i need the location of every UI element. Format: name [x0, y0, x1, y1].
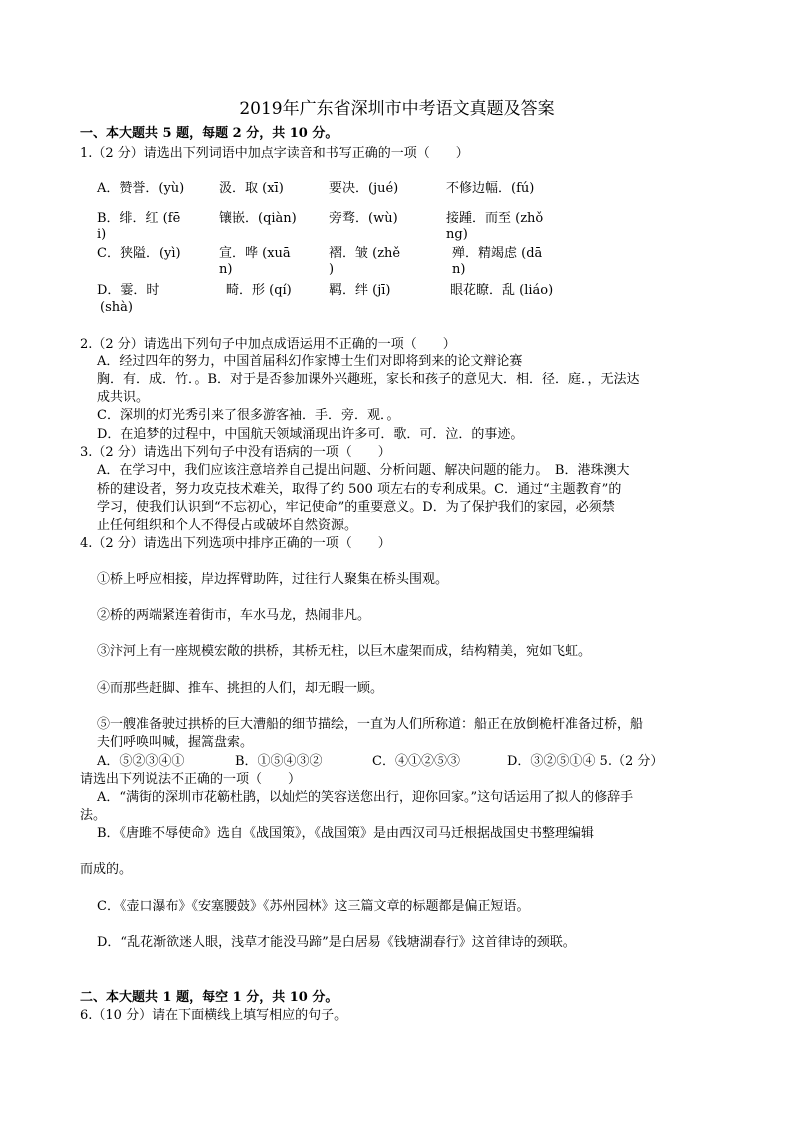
q3-line-3: 学习，使我们认识到“不忘初心，牢记使命”的重要意义。D．为了保护我们的家园，必须禁 [97, 500, 615, 515]
q4-option-d: D．③②⑤①④ 5.（2 分） [507, 754, 664, 769]
q1-option-c-3: 褶．皱 (zhě [329, 246, 401, 261]
q1-option-b-1: B．绯．红 (fē [97, 211, 181, 226]
question-3-stem: 3.（2 分）请选出下列句子中没有语病的一项（ ） [80, 445, 391, 460]
q1-option-b-3: 旁骛．(wù) [329, 211, 398, 226]
question-6-stem: 6.（10 分）请在下面横线上填写相应的句子。 [80, 1008, 348, 1023]
q5-option-b: B．《唐雎不辱使命》选自《战国策》，《战国策》是由西汉司马迁根据战国史书整理编辑 [97, 826, 595, 841]
q2-line-1: A．经过四年的努力，中国首届科幻作家博士生们对即将到来的论文辩论赛 [97, 354, 523, 369]
question-4-stem: 4.（2 分）请选出下列选项中排序正确的一项（ ） [80, 536, 391, 551]
q4-sentence-5-wrap: 夫们呼唤叫喊，握篙盘索。 [97, 735, 254, 750]
q1-option-c-2-wrap: n) [219, 262, 233, 277]
q4-sentence-4: ④而那些赶脚、推车、挑担的人们，却无暇一顾。 [97, 681, 384, 696]
q1-option-c-4: 殚．精竭虑 (dā [452, 246, 543, 261]
q1-option-d-1-wrap: (shà) [100, 300, 133, 315]
q1-option-a-3: 要决．(jué) [329, 181, 399, 196]
q4-option-a: A．⑤②③④① [97, 754, 185, 769]
page-title: 2019年广东省深圳市中考语文真题及答案 [239, 99, 555, 119]
q1-option-b-2: 镶嵌．(qiàn) [219, 211, 297, 226]
section-heading: 二、本大题共 1 题，每空 1 分，共 10 分。 [80, 990, 339, 1005]
question-5-stem: 请选出下列说法不正确的一项（ ） [80, 772, 302, 787]
q1-option-c-4-wrap: n) [452, 262, 466, 277]
q3-line-4: 止任何组织和个人不得侵占或破坏自然资源。 [97, 518, 358, 533]
q1-option-c-1: C．狭隘．(yì) [97, 246, 181, 261]
q1-option-d-2: 畸．形 (qí) [226, 283, 292, 298]
q5-option-d: D．“乱花渐欲迷人眼，浅草才能没马蹄”是白居易《钱塘湖春行》这首律诗的颈联。 [97, 935, 576, 950]
q5-option-b-wrap: 而成的。 [80, 862, 133, 877]
q1-option-d-4: 眼花瞭．乱 (liáo) [450, 283, 554, 298]
q1-option-c-2: 宣．哗 (xuā [219, 246, 291, 261]
q2-line-3: 成共识。 [97, 390, 150, 405]
q4-sentence-3: ③汴河上有一座规模宏敞的拱桥，其桥无柱，以巨木虚架而成，结构精美，宛如飞虹。 [97, 644, 592, 659]
q5-option-a-wrap: 法。 [80, 808, 107, 823]
q3-line-2: 桥的建设者，努力攻克技术难关，取得了约 500 项左右的专利成果。C．通过“主题教育”的 [97, 482, 622, 497]
q1-option-d-3: 羁．绊 (jī) [329, 283, 391, 298]
q4-option-b: B．①⑤④③② [235, 754, 323, 769]
q4-sentence-1: ①桥上呼应相接，岸边挥臂助阵，过往行人聚集在桥头围观。 [97, 572, 449, 587]
section-heading: 一、本大题共 5 题，每题 2 分，共 10 分。 [80, 126, 339, 141]
q1-option-a-1: A．赞誉．(yù) [97, 181, 185, 196]
q5-option-a: A．“满街的深圳市花簕杜鹃，以灿烂的笑容送您出行，迎你回家。”这句话运用了拟人的修辞手 [97, 790, 634, 805]
q2-line-5: D．在追梦的过程中，中国航天领域涌现出许多可．歌．可．泣．的事迹。 [97, 427, 524, 442]
q5-option-c: C．《壶口瀑布》《安塞腰鼓》《苏州园林》这三篇文章的标题都是偏正短语。 [97, 899, 530, 914]
q3-line-1: A．在学习中，我们应该注意培养自己提出问题、分析问题、解决问题的能力。 B．港珠澳大 [97, 463, 630, 478]
q1-option-b-4-wrap: ng) [446, 227, 468, 242]
q1-option-a-2: 汲．取 (xī) [219, 181, 284, 196]
question-2-stem: 2.（2 分）请选出下列句子中加点成语运用不正确的一项（ ） [80, 337, 456, 352]
q1-option-d-1: D．霎．时 [97, 283, 160, 298]
q1-option-c-3-wrap: ) [329, 262, 335, 277]
q4-option-c: C．④①②⑤③ [372, 754, 460, 769]
q1-option-a-4: 不修边幅．(fú) [446, 181, 535, 196]
q4-sentence-2: ②桥的两端紧连着街市，车水马龙，热闹非凡。 [97, 608, 371, 623]
q1-option-b-1-wrap: i) [97, 227, 107, 242]
question-1-stem: 1.（2 分）请选出下列词语中加点字读音和书写正确的一项（ ） [80, 146, 469, 161]
q1-option-b-4: 接踵．而至 (zhǒ [446, 211, 544, 226]
q2-line-4: C．深圳的灯光秀引来了很多游客袖．手．旁．观．。 [97, 408, 400, 423]
q2-line-2: 胸．有．成．竹．。B．对于是否参加课外兴趣班，家长和孩子的意见大．相．径．庭．，无法达 [97, 372, 640, 387]
q4-sentence-5: ⑤一艘准备驶过拱桥的巨大漕船的细节描绘，一直为人们所称道：船正在放倒桅杆准备过桥，船 [97, 717, 644, 732]
